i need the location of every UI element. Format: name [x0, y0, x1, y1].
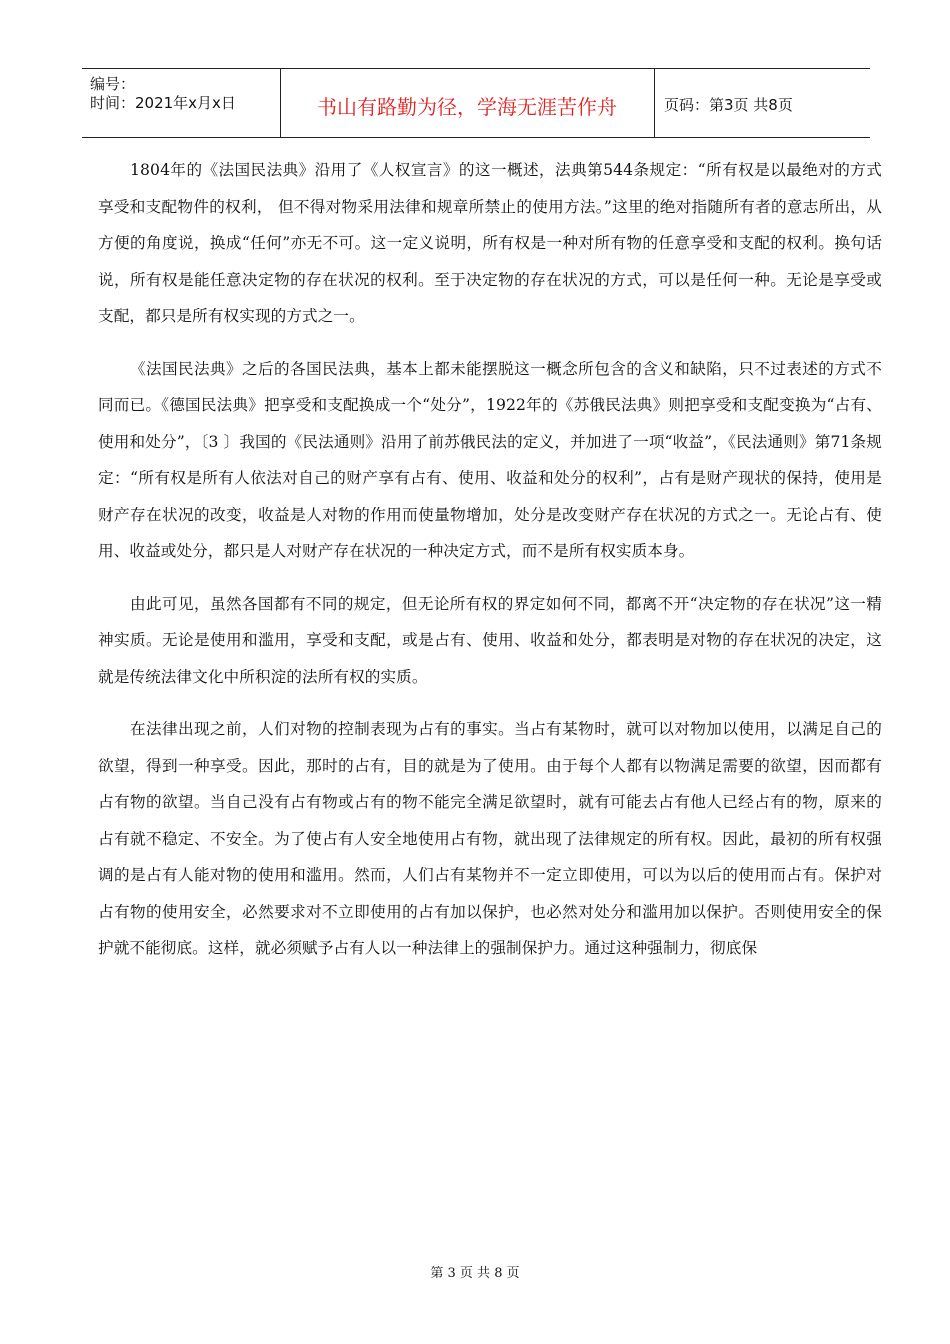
paragraph: 1804年的《法国民法典》沿用了《人权宣言》的这一概述，法典第544条规定：“所有权是以最绝对的方式享受和支配物件的权利， 但不得对物采用法律和规章所禁止的使用方法。”这里的绝对指随所有者的意志所出，从方便的角度说，换成“任何”亦无不可。这一定义说明，所有权是一种对所有物的任意享受和支配的权利。换句话说，所有权是能任意决定物的存在状况的权利。至于决定物的存在状况的方式，可以是任何一种。无论是享受或支配，都只是所有权实现的方式之一。 — [98, 161, 882, 325]
paragraph: 在法律出现之前，人们对物的控制表现为占有的事实。当占有某物时，就可以对物加以使用，以满足自己的欲望，得到一种享受。因此，那时的占有，目的就是为了使用。由于每个人都有以物满足需要的欲望，因而都有占有物的欲望。当自己没有占有物或占有的物不能完全满足欲望时，就有可能去占有他人已经占有的物，原来的占有就不稳定、不安全。为了使占有人安全地使用占有物，就出现了法律规定的所有权。因此，最初的所有权强调的是占有人能对物的使用和滥用。然而，人们占有某物并不一定立即使用，可以为以后的使用而占有。保护对占有物的使用安全，必然要求对不立即使用的占有加以保护，也必然对处分和滥用加以保护。否则使用安全的保护就不能彻底。这样，就必须赋予占有人以一种法律上的强制保护力。通过这种强制力，彻底保 — [98, 720, 882, 957]
page-header — [82, 68, 870, 138]
header-page-number: 页码：第3页 共8页 — [664, 96, 793, 114]
paragraph: 《法国民法典》之后的各国民法典，基本上都未能摆脱这一概念所包含的含义和缺陷，只不过表述的方式不同而已。《德国民法典》把享受和支配换成一个“处分”，1922年的《苏俄民法典》则把享受和支配变换为“占有、使用和处分”，〔3 〕我国的《民法通则》沿用了前苏俄民法的定义，并加进了一项“收益”，《民法通则》第71条规定：“所有权是所有人依法对自己的财产享有占有、使用、收益和处分的权利”，占有是财产现状的保持，使用是财产存在状况的改变，收益是人对物的作用而使量物增加，处分是改变财产存在状况的方式之一。无论占有、使用、收益或处分，都只是人对财产存在状况的一种决定方式，而不是所有权实质本身。 — [98, 359, 882, 560]
document-time-label: 时间：2021年x月x日 — [90, 94, 236, 112]
header-motto: 书山有路勤为径，学海无涯苦作舟 — [317, 95, 617, 119]
header-motto-cell — [280, 69, 655, 137]
page-footer: 第 3 页 共 8 页 — [430, 1266, 520, 1281]
document-number-label: 编号： — [90, 75, 136, 93]
paragraph: 由此可见，虽然各国都有不同的规定，但无论所有权的界定如何不同，都离不开“决定物的存在状况”这一精神实质。无论是使用和滥用，享受和支配，或是占有、使用、收益和处分，都表明是对物的存在状况的决定，这就是传统法律文化中所积淀的法所有权的实质。 — [98, 594, 882, 686]
document-body — [98, 152, 882, 983]
header-info-cell — [82, 69, 281, 137]
header-page-cell — [654, 69, 870, 137]
